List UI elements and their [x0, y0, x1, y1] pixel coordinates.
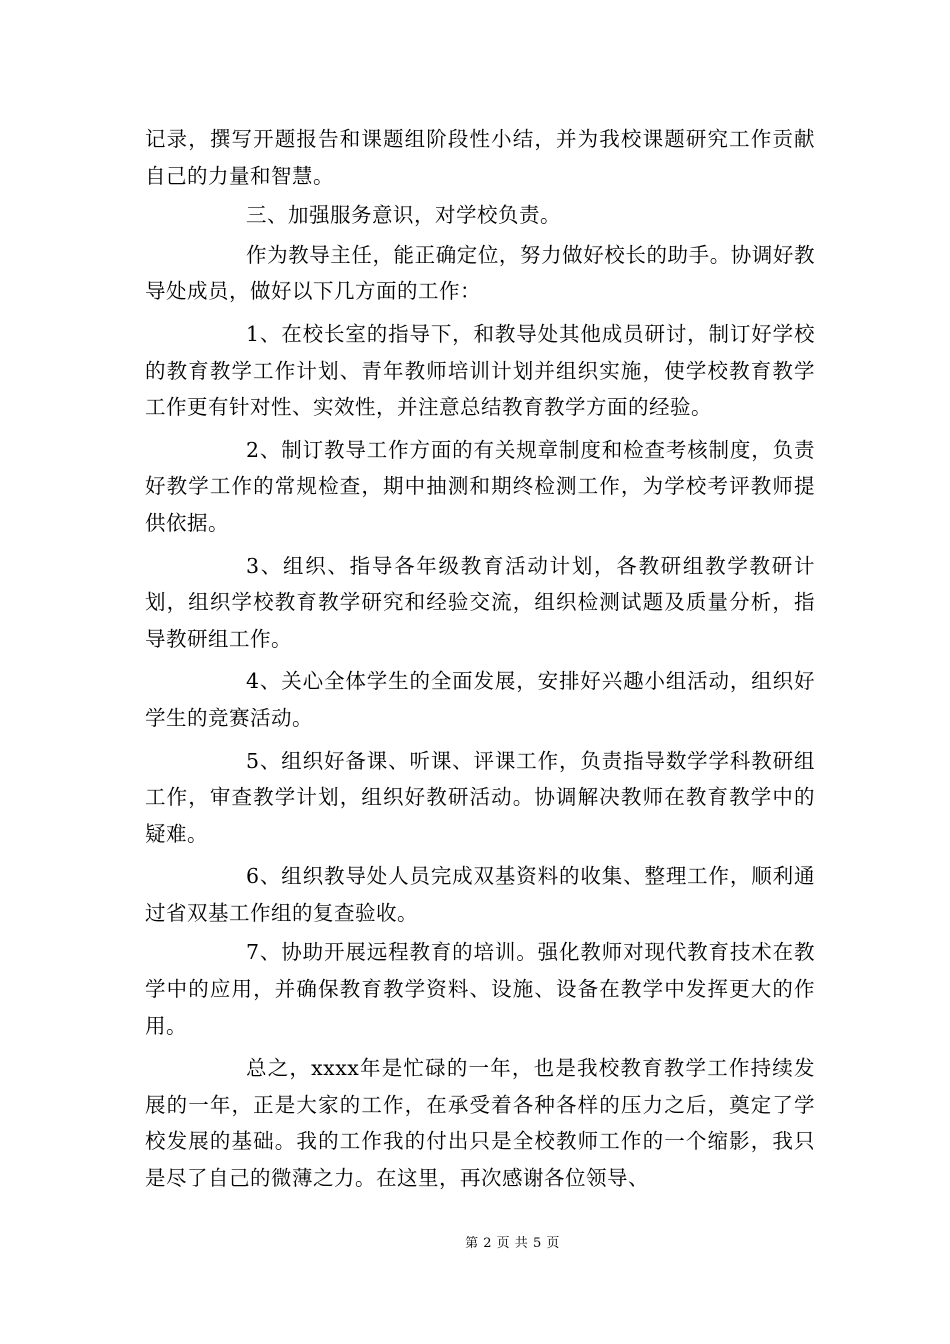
paragraph-research-record: 记录，撰写开题报告和课题组阶段性小结，并为我校课题研究工作贡献自己的力量和智慧。 — [145, 127, 815, 188]
document-body — [145, 121, 815, 1197]
list-item-2: 2、制订教导工作方面的有关规章制度和检查考核制度，负责好教学工作的常规检查，期中抽测和期终检测工作，为学校考评教师提供依据。 — [145, 437, 815, 535]
page-number-footer: 第 2 页 共 5 页 — [465, 1236, 560, 1251]
list-item-1: 1、在校长室的指导下，和教导处其他成员研讨，制订好学校的教育教学工作计划、青年教师培训计划并组织实施，使学校教育教学工作更有针对性、实效性，并注意总结教育教学方面的经验。 — [145, 321, 815, 420]
section-heading-service: 三、加强服务意识，对学校负责。 — [246, 203, 561, 228]
list-item-7: 7、协助开展远程教育的培训。强化教师对现代教育技术在教学中的应用，并确保教育教学资料、设施、设备在教学中发挥更大的作用。 — [145, 940, 815, 1038]
list-item-3: 3、组织、指导各年级教育活动计划，各教研组教学教研计划，组织学校教育教学研究和经验交流，组织检测试题及质量分析，指导教研组工作。 — [145, 553, 815, 651]
paragraph-role: 作为教导主任，能正确定位，努力做好校长的助手。协调好教导处成员，做好以下几方面的工作： — [145, 242, 815, 304]
list-item-5: 5、组织好备课、听课、评课工作，负责指导数学学科教研组工作，审查教学计划，组织好教研活动。协调解决教师在教育教学中的疑难。 — [145, 748, 815, 846]
list-item-4: 4、关心全体学生的全面发展，安排好兴趣小组活动，组织好学生的竞赛活动。 — [145, 669, 815, 730]
list-item-6: 6、组织教导处人员完成双基资料的收集、整理工作，顺利通过省双基工作组的复查验收。 — [145, 864, 815, 925]
paragraph-summary: 总之，xxxx年是忙碌的一年，也是我校教育教学工作持续发展的一年，正是大家的工作，在承受着各种各样的压力之后，奠定了学校发展的基础。我的工作我的付出只是全校教师工作的一个缩影，我只是尽了自己的微薄之力。在这里，再次感谢各位领导、 — [145, 1056, 815, 1191]
